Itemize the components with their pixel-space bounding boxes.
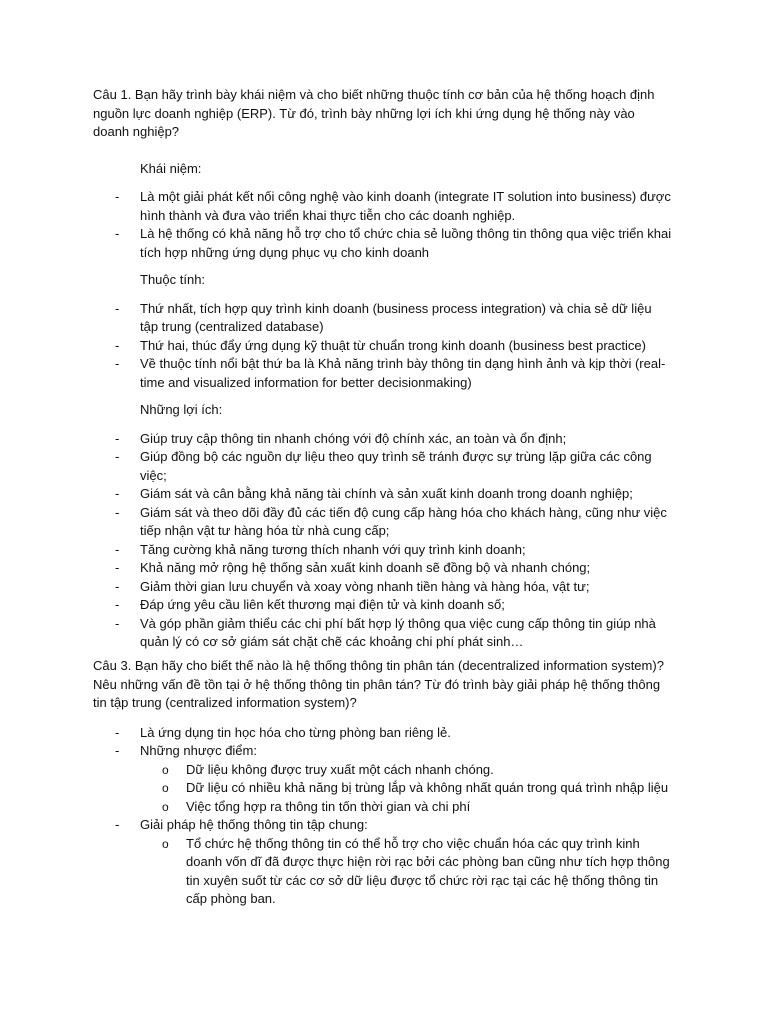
dash-marker: - (115, 300, 120, 316)
list-item (93, 559, 673, 578)
circle-marker: o (162, 762, 169, 777)
dash-marker: - (115, 597, 120, 612)
list-item (93, 485, 673, 504)
benefits-list (93, 430, 673, 652)
list-item (93, 816, 673, 909)
dash-marker: - (115, 430, 120, 446)
list-item (93, 504, 673, 541)
list-item-text: Giám sát và theo dõi đầy đủ các tiến độ cung cấp hàng hóa cho khách hàng, cũng như việc tiếp nhận vật tư hàng hóa từ nhà cung cấp; (140, 504, 667, 538)
attributes-heading: Thuộc tính: (140, 272, 206, 287)
list-item-text: Dữ liệu không được truy xuất một cách nhanh chóng. (186, 761, 494, 777)
list-item-text: Dữ liệu có nhiều khả năng bị trùng lắp và không nhất quán trong quá trình nhập liệu (186, 780, 669, 795)
dash-marker: - (115, 541, 120, 557)
benefits-heading: Những lợi ích: (140, 402, 223, 417)
list-item-text: Thứ hai, thúc đẩy ứng dụng kỹ thuật từ chuẩn trong kinh doanh (business best practice) (140, 337, 646, 353)
list-item (93, 724, 673, 743)
list-item-text: Giúp đồng bộ các nguồn dự liệu theo quy trình sẽ tránh được sự trùng lặp giữa các công việc; (140, 449, 652, 483)
dash-marker: - (115, 743, 120, 758)
list-item (93, 337, 673, 356)
list-item (93, 448, 673, 485)
dash-marker: - (115, 486, 120, 501)
list-item-text: Giám sát và cân bằng khả năng tài chính và sản xuất kinh doanh trong doanh nghiệp; (140, 486, 633, 501)
list-item (93, 430, 673, 449)
concept-list (93, 188, 673, 262)
dash-marker: - (115, 449, 120, 464)
circle-marker: o (162, 781, 169, 795)
list-item-text: Là một giải phát kết nối công nghệ vào kinh doanh (integrate IT solution into business) được hình thành và đưa vào triển khai thực tiễn cho các doanh nghiệp. (140, 189, 671, 223)
question-1-text: Câu 1. Bạn hãy trình bày khái niệm và cho biết những thuộc tính cơ bản của hệ thống hoạch định nguồn lực doanh nghiệp (ERP). Từ đó, trình bày những lợi ích khi ứng dụng hệ thống này vào doanh nghiệp? (93, 87, 655, 139)
dash-marker: - (115, 724, 120, 740)
q3-list (93, 724, 673, 909)
list-item (93, 188, 673, 225)
list-item (93, 355, 673, 392)
list-item (93, 541, 673, 560)
question-3-section (93, 657, 673, 909)
list-item-text: Và góp phần giảm thiểu các chi phí bất hợp lý thông qua việc cung cấp thông tin giúp nhà quản lý có cơ sở giám sát chặt chẽ các khoảng chi phí phát sinh… (140, 615, 656, 649)
list-item (93, 300, 673, 337)
list-item (93, 225, 673, 262)
list-item-text: Tăng cường khả năng tương thích nhanh với quy trình kinh doanh; (140, 541, 526, 557)
list-item (93, 615, 673, 652)
dash-marker: - (115, 189, 120, 204)
list-item (93, 596, 673, 615)
list-item-text: Giải pháp hệ thống thông tin tập chung: (140, 817, 368, 832)
concept-heading: Khái niệm: (140, 160, 202, 176)
question-1-section (93, 86, 673, 652)
list-item-text: Những nhược điểm: (140, 743, 257, 758)
list-item-text: Là ứng dụng tin học hóa cho từng phòng ban riêng lẻ. (140, 724, 451, 740)
list-item (140, 779, 673, 798)
list-item-text: Thứ nhất, tích hợp quy trình kinh doanh (business process integration) và chia sẻ dữ liệu tập trung (centralized database) (140, 300, 652, 334)
list-item-text: Giúp truy cập thông tin nhanh chóng với độ chính xác, an toàn và ổn định; (140, 430, 567, 446)
list-item-text: Giảm thời gian lưu chuyển và xoay vòng nhanh tiền hàng và hàng hóa, vật tư; (140, 578, 590, 594)
dash-marker: - (115, 337, 120, 353)
dash-marker: - (115, 578, 120, 594)
list-item-text: Việc tổng hợp ra thông tin tốn thời gian và chi phí (186, 798, 471, 814)
dash-marker: - (115, 560, 120, 575)
list-item (140, 798, 673, 817)
dash-marker: - (115, 504, 120, 520)
list-item-text: Đáp ứng yêu cầu liên kết thương mại điện tử và kinh doanh số; (140, 597, 505, 612)
list-item (140, 835, 673, 909)
list-item-text: Tổ chức hệ thống thông tin có thể hỗ trợ cho việc chuẩn hóa các quy trình kinh doanh vốn dĩ đã được thực hiện rời rạc bởi các phòng ban cũng như tích hợp thông tin xuyên suốt từ các cơ sở dữ liệu được tổ chức rời rạc tại các hệ thống thông tin cấp phòng ban. (186, 835, 670, 906)
list-item-text: Khả năng mở rộng hệ thống sản xuất kinh doanh sẽ đồng bộ và nhanh chóng; (140, 560, 591, 575)
circle-marker: o (162, 799, 169, 814)
question-3-text: Câu 3. Bạn hãy cho biết thế nào là hệ thống thông tin phân tán (decentralized information system)? Nêu những vấn đề tồn tại ở hệ thống thông tin phân tán? Từ đó trình bày giải pháp hệ thống thông tin tập trung (centralized information system)? (93, 658, 664, 710)
list-item (140, 761, 673, 780)
list-item (93, 578, 673, 597)
drawbacks-list (140, 761, 673, 817)
circle-marker: o (162, 836, 169, 851)
list-item-text: Về thuộc tính nổi bật thứ ba là Khả năng trình bày thông tin dạng hình ảnh và kịp thời (real-time and visualized information for better decisionmaking) (140, 356, 666, 390)
dash-marker: - (115, 226, 120, 241)
solutions-list (140, 835, 673, 909)
list-item (93, 742, 673, 816)
list-item-text: Là hệ thống có khả năng hỗ trợ cho tổ chức chia sẻ luồng thông tin thông qua việc triển khai tích hợp những ứng dụng phục vụ cho kinh doanh (140, 226, 672, 260)
dash-marker: - (115, 356, 120, 371)
dash-marker: - (115, 817, 120, 832)
attributes-list (93, 300, 673, 393)
dash-marker: - (115, 615, 120, 631)
